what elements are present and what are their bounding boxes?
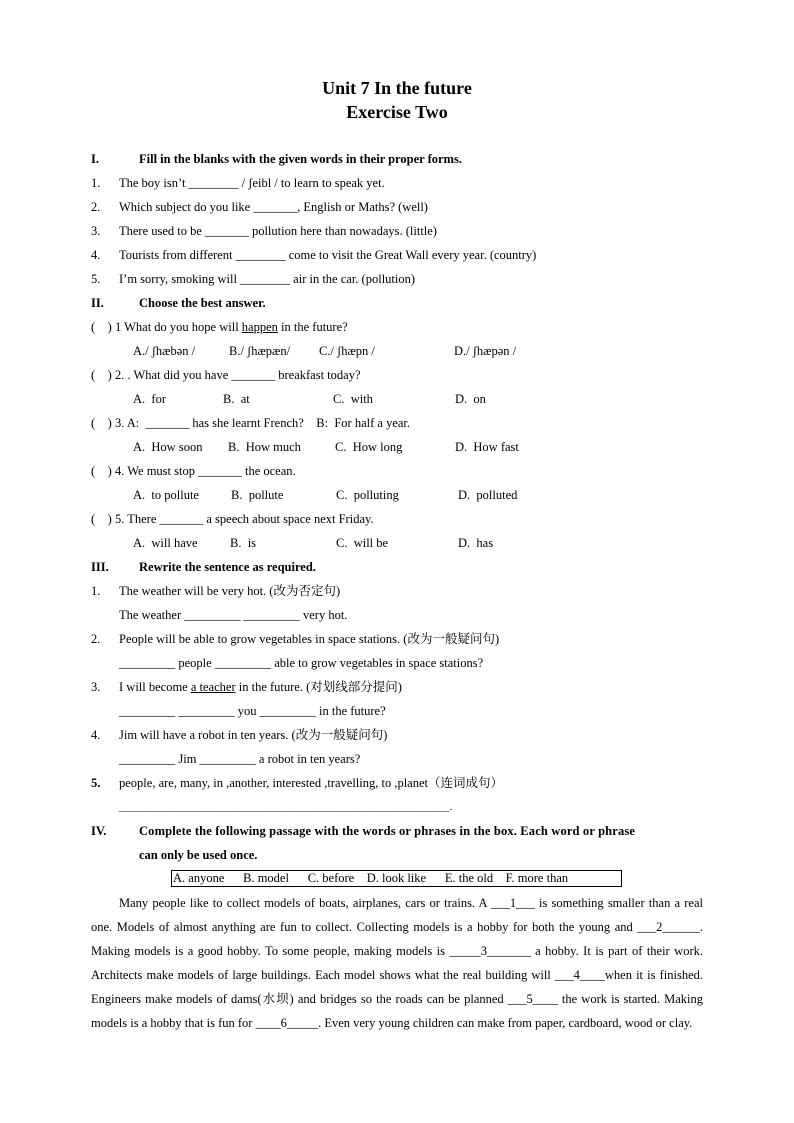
word-box: A. anyone B. model C. before D. look like E. the old F. more than [171, 870, 622, 887]
section-4-heading-line-2: can only be used once. [139, 848, 258, 862]
section-3-heading: Rewrite the sentence as required. [139, 560, 316, 574]
s1-item-2-number: 2. [91, 200, 101, 214]
s2-q1-pre: ( ) 1 What do you hope will [91, 320, 242, 334]
s3-i3-post: in the future. (对划线部分提问) [235, 680, 402, 694]
section-1-number: I. [91, 152, 99, 166]
s3-item-5-number: 5. [91, 776, 101, 790]
s2-q1-post: in the future? [277, 320, 348, 334]
s2-q2-option-c: C. with [333, 392, 373, 406]
s2-q2-option-b: B. at [223, 392, 250, 406]
section-4-heading-line-1: Complete the following passage with the words or phrases in the box. Each word or phrase [139, 824, 636, 838]
s2-q3-option-d: D. How fast [455, 440, 519, 454]
s3-item-4-number: 4. [91, 728, 101, 742]
s3-item-3-text [119, 679, 402, 695]
s1-item-1-text: The boy isn’t ________ / ʃeibl / to learn to speak yet. [119, 176, 385, 190]
s2-q4-option-c: C. polluting [336, 488, 399, 502]
section-2-number: II. [91, 296, 104, 310]
s2-question-2: ( ) 2. . What did you have _______ breakfast today? [91, 368, 361, 382]
s2-q2-option-d: D. on [455, 392, 486, 406]
s2-question-3: ( ) 3. A: _______ has she learnt French? B: For half a year. [91, 416, 411, 430]
s2-q1-option-c: C./ ʃhæpn / [319, 344, 375, 358]
s2-q5-option-d: D. has [458, 536, 494, 550]
s1-item-5-text: I’m sorry, smoking will ________ air in the car. (pollution) [119, 272, 416, 286]
s2-q5-option-c: C. will be [336, 536, 389, 550]
s3-item-5-answer: __________________________________________________________. [119, 801, 453, 813]
s3-item-3-number: 3. [91, 680, 101, 694]
s2-q4-option-d: D. polluted [458, 488, 518, 502]
s3-item-2-answer: _________ people _________ able to grow vegetables in space stations? [119, 656, 484, 670]
s2-q1-underlined: happen [241, 320, 278, 334]
s2-q3-option-c: C. How long [335, 440, 403, 454]
s1-item-4-number: 4. [91, 248, 101, 262]
page-title: Unit 7 In the future [322, 78, 472, 98]
s3-item-1-text: The weather will be very hot. (改为否定句) [119, 584, 341, 598]
s2-q4-option-a: A. to pollute [133, 488, 199, 502]
s2-question-1 [91, 319, 348, 335]
s3-item-3-answer: _________ _________ you _________ in the future? [119, 704, 386, 718]
s2-q2-option-a: A. for [133, 392, 166, 406]
section-4-number: IV. [91, 824, 107, 838]
section-3-number: III. [91, 560, 109, 574]
s3-item-5-text: people, are, many, in ,another, interested ,travelling, to ,planet（连词成句） [119, 776, 503, 790]
s2-question-4: ( ) 4. We must stop _______ the ocean. [91, 464, 296, 478]
s2-q5-option-b: B. is [230, 536, 257, 550]
section-2-heading: Choose the best answer. [139, 296, 266, 310]
s2-q1-option-a: A./ ʃhæbən / [133, 344, 196, 358]
s3-item-4-text: Jim will have a robot in ten years. (改为一般疑问句) [119, 728, 388, 742]
s3-item-2-text: People will be able to grow vegetables in space stations. (改为一般疑问句) [119, 632, 500, 646]
s2-q1-option-d: D./ ʃhæpən / [454, 344, 517, 358]
s3-item-4-answer: _________ Jim _________ a robot in ten years? [119, 752, 361, 766]
s1-item-2-text: Which subject do you like _______, English or Maths? (well) [119, 200, 428, 214]
section-1-heading: Fill in the blanks with the given words in their proper forms. [139, 152, 462, 166]
s3-item-1-answer: The weather _________ _________ very hot. [119, 608, 348, 622]
s2-q1-option-b: B./ ʃhæpæn/ [229, 344, 291, 358]
s3-i3-pre: I will become [119, 680, 191, 694]
s2-q3-option-a: A. How soon [133, 440, 203, 454]
s1-item-3-text: There used to be _______ pollution here than nowadays. (little) [119, 224, 437, 238]
s2-question-5: ( ) 5. There _______ a speech about space next Friday. [91, 512, 374, 526]
page-subtitle: Exercise Two [346, 102, 448, 122]
passage: Many people like to collect models of boats, airplanes, cars or trains. A ___1___ is something smaller than a real one. Models of almost anything are fun to collect. Collecting models is a hobby for both the young and ___2______. Making models is a good hobby. To some people, making models is _____3_______ a hobby. It is part of their work. Architects make models of large buildings. Each model shows what the real building will ___4____when it is finished. Engineers make models of dams(水坝) and bridges so the roads can be planned ___5____ the work is started. Making models is a hobby that is fun for ____6_____. Even very young children can make from paper, cardboard, wood or clay. [91, 896, 703, 1030]
s2-q3-option-b: B. How much [228, 440, 301, 454]
s3-item-2-number: 2. [91, 632, 101, 646]
s1-item-3-number: 3. [91, 224, 101, 238]
s3-i3-underlined: a teacher [190, 680, 236, 694]
s1-item-1-number: 1. [91, 176, 101, 190]
s2-q4-option-b: B. pollute [231, 488, 284, 502]
s1-item-4-text: Tourists from different ________ come to visit the Great Wall every year. (country) [119, 248, 537, 262]
s3-item-1-number: 1. [91, 584, 101, 598]
s2-q5-option-a: A. will have [133, 536, 198, 550]
s1-item-5-number: 5. [91, 272, 101, 286]
